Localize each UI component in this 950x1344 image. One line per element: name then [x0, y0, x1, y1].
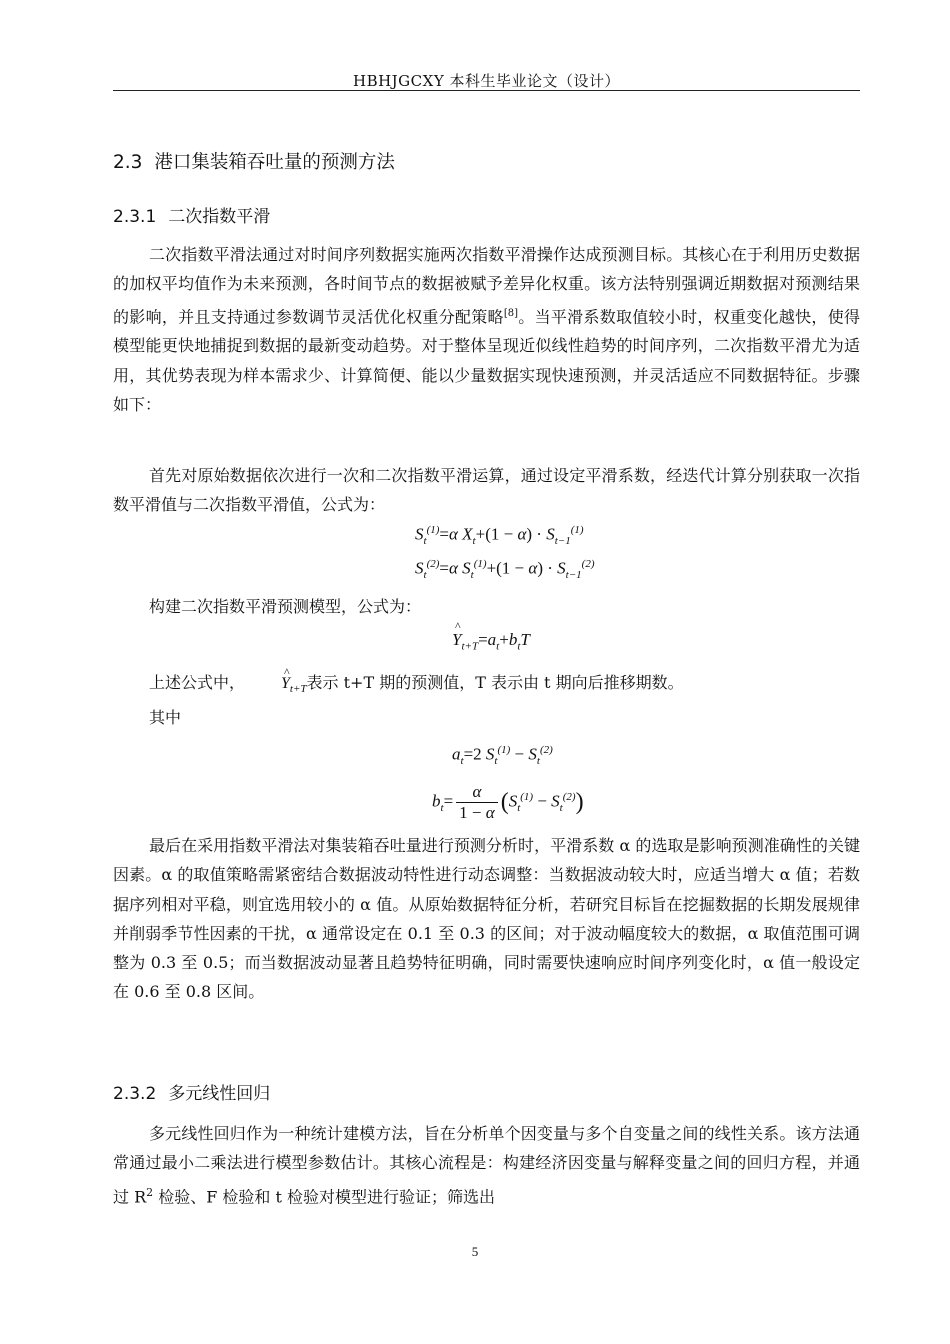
paragraph-explain-text-b: 表示 t+T 期的预测值，T 表示由 t 期向后推移期数。 [306, 673, 684, 692]
section-title: 港口集装箱吞吐量的预测方法 [154, 152, 395, 173]
equation-b: $b_t=$ $\frac{\alpha}{1 - \alpha}$ $(S_t^{(1)} - S_t^{(2)})$ [432, 782, 584, 822]
inline-yhat: ^ $Y_{t+T}$ [245, 675, 307, 692]
equation-s2: $S_t^{(2)}=\alpha$ $S_t^{(1)}+(1 - \alpha) \cdot S_{t-1}^{(2)}$ [415, 558, 595, 582]
paragraph-alpha: 最后在采用指数平滑法对集装箱吞吐量进行预测分析时，平滑系数 α 的选取是影响预测准确性的关键因素。α 的取值策略需紧密结合数据波动特性进行动态调整：当数据波动较大时，应适当增大 α 值；若数据序列相对平稳，则宜选用较小的 α 值。从原始数据特征分析，若研究目标旨在挖掘数据的长期发展规律并削弱季节性因素的干扰，α 通常设定在 0.1 至 0.3 的区间；对于波动幅度较大的数据，α 取值范围可调整为 0.3 至 0.5；而当数据波动显著且趋势特征明确，同时需要快速响应时间序列变化时，α 值一般设定在 0.6 至 0.8 区间。 [113, 836, 860, 1002]
citation-ref: [8] [503, 307, 518, 319]
subsection-number-2: 2.3.2 [113, 1084, 157, 1104]
paragraph-intro-text-a: 二次指数平滑法通过对时间序列数据实施两次指数平滑操作达成预测目标。其核心在于利用历史数据的加权平均值作为未来预测，各时间节点的数据被赋予差异化权重。该方法特别强调近期数据对预测结果的影响，并且支持通过参数调节灵活优化权重分配策略 [113, 245, 860, 326]
equation-s1: $S_t^{(1)}=\alpha$ $X_t+(1 - \alpha) \cdot S_{t-1}^{(1)}$ [415, 524, 584, 548]
section-number: 2.3 [113, 152, 143, 173]
subsection-title-2: 多元线性回归 [168, 1084, 271, 1104]
header-rule [113, 90, 860, 91]
paragraph-where: 其中 [149, 708, 182, 727]
subsection-number-1: 2.3.1 [113, 207, 157, 227]
subsection-heading-2 [113, 1079, 270, 1104]
paragraph-step1: 首先对原始数据依次进行一次和二次指数平滑运算，通过设定平滑系数，经迭代计算分别获取一次指数平滑值与二次指数平滑值，公式为： [113, 466, 860, 515]
paragraph-explain [113, 668, 860, 704]
paragraph-intro [113, 240, 860, 419]
subsection-heading-1 [113, 202, 270, 227]
r-squared-sup: 2 [146, 1185, 154, 1199]
paragraph-regression [113, 1119, 860, 1211]
paragraph-model: 构建二次指数平滑预测模型，公式为： [149, 597, 422, 616]
page-header: HBHJGCXY 本科生毕业论文（设计） [352, 72, 620, 90]
paragraph-explain-text-a: 上述公式中， [149, 673, 246, 692]
page-number: 5 [471, 1244, 479, 1259]
equation-a: $a_t=2$ $S_t^{(1)} - S_t^{(2)}$ [452, 744, 553, 768]
paragraph-regression-text-a: 多元线性回归作为一种统计建模方法，旨在分析单个因变量与多个自变量之间的线性关系。该方法通常通过最小二乘法进行模型参数估计。其核心流程是：构建经济因变量与解释变量之间的回归方程，并通过 R [113, 1124, 860, 1206]
paragraph-intro-text-b: 。当平滑系数取值较小时，权重变化越快，使得模型能更快地捕捉到数据的最新变动趋势。对于整体呈现近似线性趋势的时间序列，二次指数平滑尤为适用，其优势表现为样本需求少、计算简便、能以少量数据实现快速预测，并灵活适应不同数据特征。步骤如下： [113, 306, 860, 414]
equation-forecast: ^ $Y_{t+T}=a_t+b_tT$ [452, 630, 530, 652]
section-heading [113, 148, 395, 174]
subsection-title-1: 二次指数平滑 [168, 207, 271, 227]
paragraph-regression-text-b: 检验、F 检验和 t 检验对模型进行验证；筛选出 [153, 1186, 496, 1206]
